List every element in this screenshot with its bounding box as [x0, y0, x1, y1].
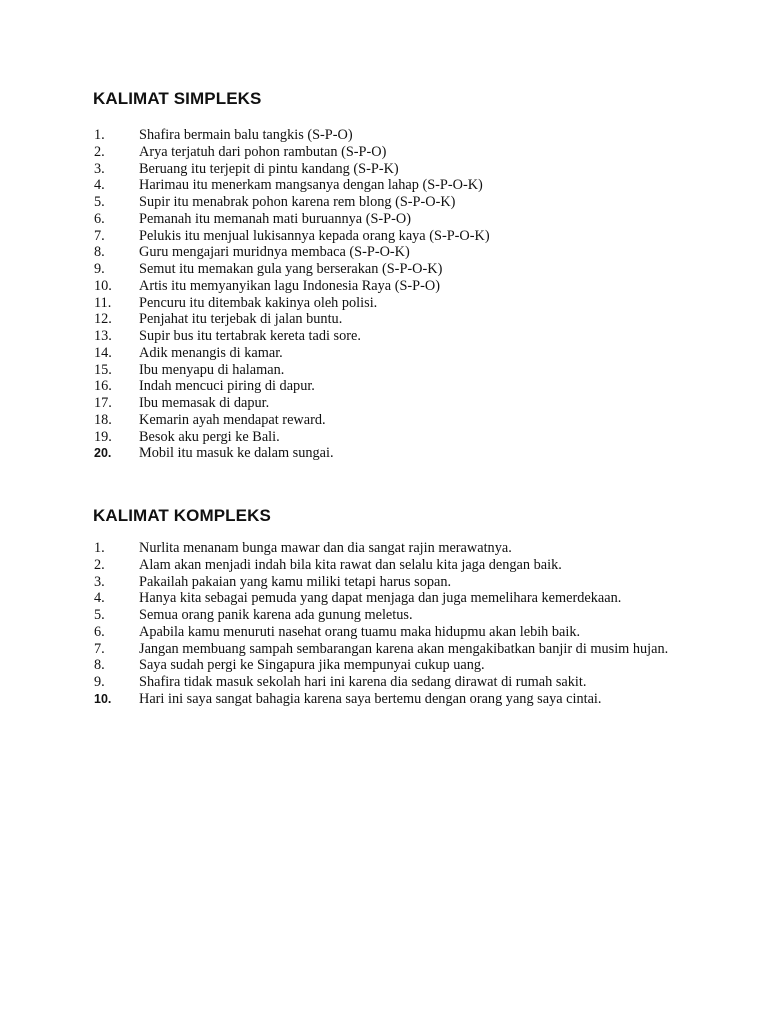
- item-text: Alam akan menjadi indah bila kita rawat dan selalu kita jaga dengan baik.: [139, 556, 562, 573]
- item-text: Pencuru itu ditembak kakinya oleh polisi.: [139, 294, 378, 311]
- list-item: [0, 362, 679, 379]
- item-text: Hanya kita sebagai pemuda yang dapat menjaga dan juga memelihara kemerdekaan.: [139, 590, 622, 607]
- list-item: [0, 261, 679, 278]
- list-item: [0, 657, 679, 674]
- list-item: [0, 161, 679, 178]
- item-number: 10.: [94, 691, 112, 706]
- item-number: 10.: [94, 277, 112, 294]
- list-item: [0, 345, 679, 362]
- item-number: 8.: [94, 244, 105, 261]
- item-text: Besok aku pergi ke Bali.: [139, 428, 280, 445]
- list-item: [0, 590, 679, 607]
- list-item: [0, 228, 679, 245]
- item-number: 5.: [94, 607, 105, 623]
- item-number: 4.: [94, 590, 105, 607]
- section-heading-kompleks: KALIMAT KOMPLEKS: [93, 506, 271, 525]
- item-text: Semua orang panik karena ada gunung meletus.: [139, 607, 413, 623]
- section-heading-simpleks: KALIMAT SIMPLEKS: [93, 89, 262, 108]
- item-text: Supir itu menabrak pohon karena rem blong (S-P-O-K): [139, 194, 456, 210]
- item-number: 9.: [94, 261, 105, 277]
- item-number: 6.: [94, 210, 105, 227]
- item-text: Artis itu memyanyikan lagu Indonesia Raya (S-P-O): [139, 277, 440, 294]
- item-text: Ibu memasak di dapur.: [139, 395, 270, 411]
- list-item: [0, 295, 679, 312]
- item-number: 3.: [94, 573, 105, 590]
- item-text: Penjahat itu terjebak di jalan buntu.: [139, 311, 343, 328]
- item-number: 9.: [94, 674, 105, 690]
- item-number: 6.: [94, 623, 105, 640]
- list-item: [0, 328, 679, 345]
- list-item: [0, 429, 679, 446]
- item-text: Shafira bermain balu tangkis (S-P-O): [139, 127, 353, 143]
- item-text: Semut itu memakan gula yang berserakan (S-P-O-K): [139, 261, 443, 277]
- item-text: Adik menangis di kamar.: [139, 344, 283, 361]
- item-text: Shafira tidak masuk sekolah hari ini karena dia sedang dirawat di rumah sakit.: [139, 674, 587, 690]
- list-item: [0, 194, 679, 211]
- item-text: Saya sudah pergi ke Singapura jika mempunyai cukup uang.: [139, 657, 485, 674]
- list-item: [0, 624, 679, 641]
- item-number: 4.: [94, 177, 105, 194]
- list-item: [0, 574, 679, 591]
- simpleks-list: [0, 127, 679, 462]
- list-item: [0, 412, 679, 429]
- list-item: [0, 177, 679, 194]
- item-number: 19.: [94, 428, 112, 445]
- list-item: [0, 144, 679, 161]
- item-number: 2.: [94, 556, 105, 573]
- list-item: [0, 311, 679, 328]
- item-text: Ibu menyapu di halaman.: [139, 361, 285, 378]
- item-number: 3.: [94, 160, 105, 177]
- item-text: Pemanah itu memanah mati buruannya (S-P-O): [139, 210, 411, 227]
- list-item: [0, 211, 679, 228]
- item-text: Kemarin ayah mendapat reward.: [139, 411, 326, 428]
- item-number: 15.: [94, 361, 112, 378]
- item-text: Apabila kamu menuruti nasehat orang tuamu maka hidupmu akan lebih baik.: [139, 623, 581, 640]
- item-number: 7.: [94, 227, 105, 244]
- list-item: [0, 674, 679, 691]
- item-number: 11.: [94, 294, 112, 311]
- item-text: Pelukis itu menjual lukisannya kepada orang kaya (S-P-O-K): [139, 227, 490, 244]
- list-item: [0, 540, 679, 557]
- item-text: Hari ini saya sangat bahagia karena saya bertemu dengan orang yang saya cintai.: [139, 690, 602, 707]
- list-item: [0, 691, 679, 708]
- item-number: 18.: [94, 411, 112, 428]
- list-item: [0, 127, 679, 144]
- list-item: [0, 278, 679, 295]
- item-text: Beruang itu terjepit di pintu kandang (S-P-K): [139, 160, 399, 177]
- item-number: 20.: [94, 446, 112, 461]
- kompleks-list: [0, 540, 679, 708]
- list-item: [0, 641, 679, 658]
- item-number: 2.: [94, 143, 105, 160]
- list-item: [0, 395, 679, 412]
- item-number: 8.: [94, 657, 105, 674]
- item-number: 1.: [94, 540, 105, 556]
- item-number: 5.: [94, 194, 105, 210]
- item-text: Supir bus itu tertabrak kereta tadi sore.: [139, 328, 361, 344]
- item-text: Nurlita menanam bunga mawar dan dia sangat rajin merawatnya.: [139, 540, 512, 556]
- list-item: [0, 445, 679, 462]
- list-item: [0, 607, 679, 624]
- item-number: 14.: [94, 344, 112, 361]
- item-number: 16.: [94, 378, 112, 395]
- list-item: [0, 557, 679, 574]
- item-text: Jangan membuang sampah sembarangan karena akan mengakibatkan banjir di musim hujan.: [139, 640, 669, 657]
- item-text: Indah mencuci piring di dapur.: [139, 378, 315, 395]
- item-number: 12.: [94, 311, 112, 328]
- item-number: 13.: [94, 328, 112, 344]
- item-text: Mobil itu masuk ke dalam sungai.: [139, 445, 334, 462]
- list-item: [0, 378, 679, 395]
- item-text: Arya terjatuh dari pohon rambutan (S-P-O): [139, 143, 387, 160]
- item-number: 17.: [94, 395, 112, 411]
- item-number: 1.: [94, 127, 105, 143]
- item-number: 7.: [94, 640, 105, 657]
- item-text: Pakailah pakaian yang kamu miliki tetapi harus sopan.: [139, 573, 452, 590]
- item-text: Guru mengajari muridnya membaca (S-P-O-K): [139, 244, 410, 261]
- item-text: Harimau itu menerkam mangsanya dengan lahap (S-P-O-K): [139, 177, 483, 194]
- list-item: [0, 244, 679, 261]
